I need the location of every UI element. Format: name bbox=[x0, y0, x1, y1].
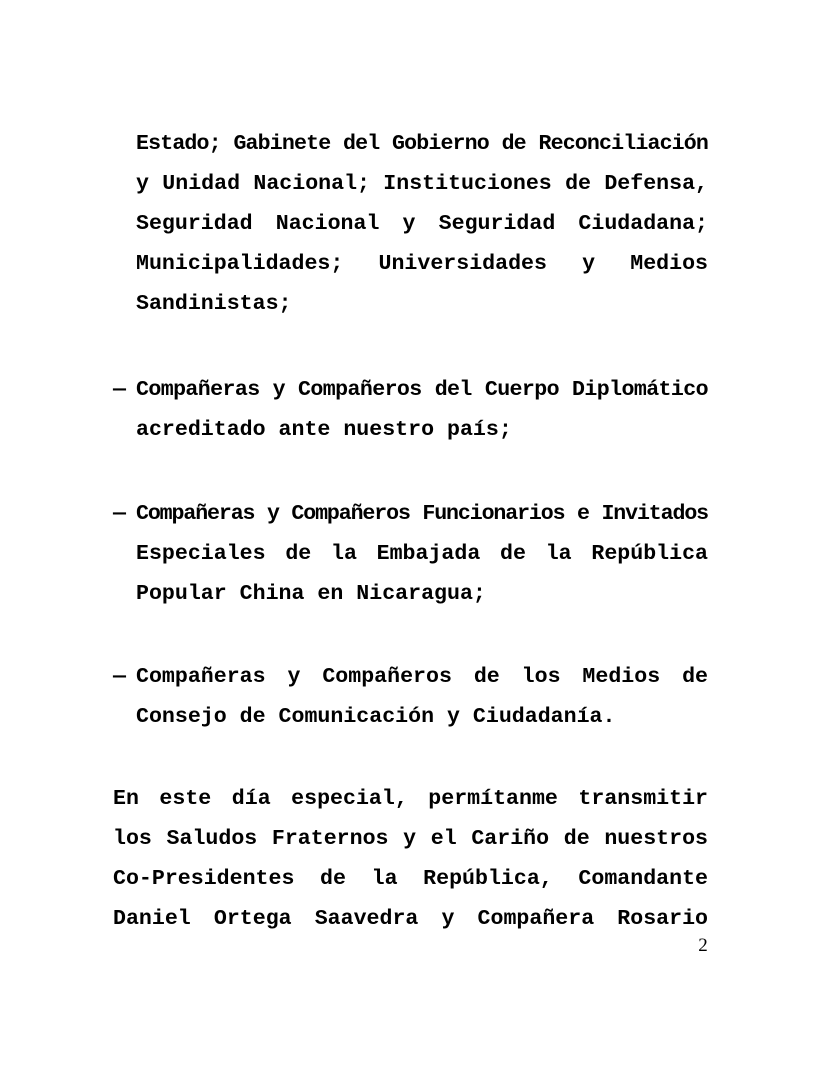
bullet-item-diplomatic-corps bbox=[113, 370, 708, 450]
bullet-item-china-embassy bbox=[113, 494, 708, 614]
paragraph-greetings bbox=[113, 779, 708, 939]
paragraph-state-institutions bbox=[136, 124, 708, 324]
text-line: Consejo de Comunicación y Ciudadanía. bbox=[136, 705, 616, 729]
text-line: Sandinistas; bbox=[136, 292, 292, 316]
text-line: Seguridad Nacional y Seguridad Ciudadana; bbox=[136, 212, 708, 236]
text-line: Municipalidades; Universidades y Medios bbox=[136, 252, 708, 276]
text-line: Compañeras y Compañeros de los Medios de bbox=[136, 665, 708, 689]
text-line: Compañeras y Compañeros del Cuerpo Diplomático bbox=[136, 378, 708, 402]
bullet-dash: — bbox=[113, 378, 126, 402]
text-line: y Unidad Nacional; Instituciones de Defensa, bbox=[136, 172, 708, 196]
text-line: Daniel Ortega Saavedra y Compañera Rosario bbox=[113, 907, 708, 931]
page-number: 2 bbox=[698, 935, 708, 956]
bullet-dash: — bbox=[113, 502, 126, 526]
text-line: Compañeras y Compañeros Funcionarios e Invitados bbox=[136, 502, 708, 526]
text-line: los Saludos Fraternos y el Cariño de nuestros bbox=[113, 827, 708, 851]
text-line: Co-Presidentes de la República, Comandante bbox=[113, 867, 708, 891]
bullet-item-media bbox=[113, 657, 708, 737]
text-line: Estado; Gabinete del Gobierno de Reconciliación bbox=[136, 132, 708, 156]
text-line: acreditado ante nuestro país; bbox=[136, 418, 512, 442]
text-content bbox=[113, 124, 708, 939]
text-line: En este día especial, permítanme transmitir bbox=[113, 787, 708, 811]
text-line: Popular China en Nicaragua; bbox=[136, 582, 486, 606]
text-line: Especiales de la Embajada de la República bbox=[136, 542, 708, 566]
bullet-dash: — bbox=[113, 665, 126, 689]
